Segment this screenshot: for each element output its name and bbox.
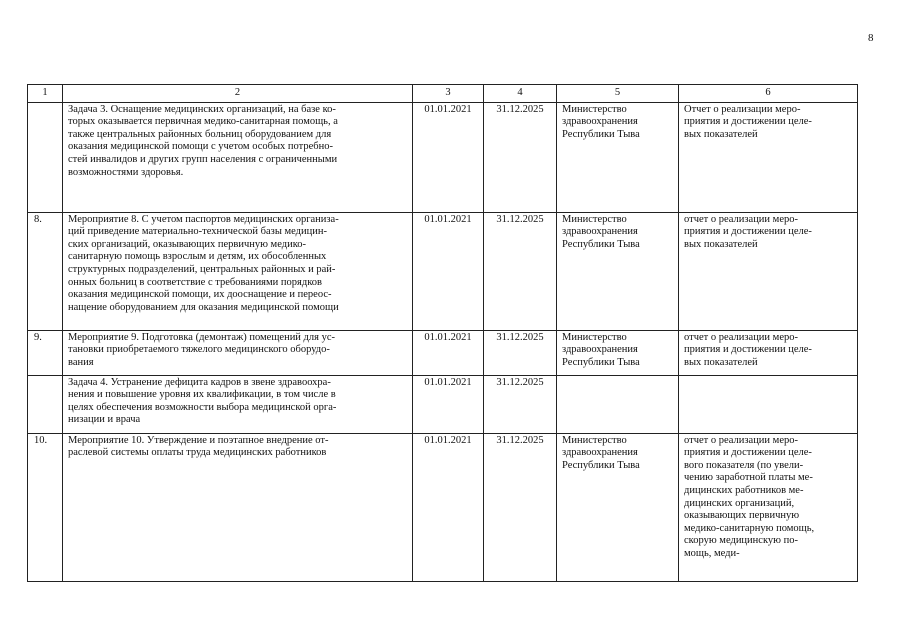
header-cell-1: 1: [28, 85, 63, 103]
row-description: Мероприятие 10. Утверждение и поэтапное внедрение от- раслевой системы оплаты труда медицинских работников: [63, 433, 413, 581]
header-cell-5: 5: [557, 85, 679, 103]
row-executor: Министерство здравоохранения Республики Тыва: [557, 102, 679, 212]
row-executor: [557, 375, 679, 433]
row-executor: Министерство здравоохранения Республики Тыва: [557, 212, 679, 330]
row-end-date: 31.12.2025: [484, 375, 557, 433]
row-end-date: 31.12.2025: [484, 102, 557, 212]
table-row: [28, 212, 858, 330]
row-description: Задача 4. Устранение дефицита кадров в звене здравоохра- нения и повышение уровня их квалификации, в том числе в целях обеспечения возможности выбора медицинской орга- низации и врача: [63, 375, 413, 433]
header-cell-6: 6: [679, 85, 858, 103]
row-executor: Министерство здравоохранения Республики Тыва: [557, 433, 679, 581]
row-result: отчет о реализации меро- приятия и достижении целе- вых показателей: [679, 212, 858, 330]
header-cell-4: 4: [484, 85, 557, 103]
row-number: 8.: [28, 212, 63, 330]
row-start-date: 01.01.2021: [413, 330, 484, 375]
row-end-date: 31.12.2025: [484, 330, 557, 375]
row-end-date: 31.12.2025: [484, 212, 557, 330]
row-start-date: 01.01.2021: [413, 212, 484, 330]
table-row: [28, 375, 858, 433]
header-cell-2: 2: [63, 85, 413, 103]
row-executor: Министерство здравоохранения Республики Тыва: [557, 330, 679, 375]
row-start-date: 01.01.2021: [413, 433, 484, 581]
row-description: Мероприятие 9. Подготовка (демонтаж) помещений для ус- тановки приобретаемого тяжелого медицинского оборудо- вания: [63, 330, 413, 375]
row-number: [28, 102, 63, 212]
row-number: 10.: [28, 433, 63, 581]
row-number: 9.: [28, 330, 63, 375]
table-row: [28, 102, 858, 212]
measures-table: [27, 84, 858, 582]
row-description: Задача 3. Оснащение медицинских организаций, на базе ко- торых оказывается первичная медико-санитарная помощь, а также центральных районных больниц оборудованием для оказания медицинской помощи с учетом особых потребно- стей инвалидов и других групп населения с ограниченными возможностями здоровья.: [63, 102, 413, 212]
row-start-date: 01.01.2021: [413, 375, 484, 433]
header-row: [28, 85, 858, 103]
row-result: отчет о реализации меро- приятия и достижении целе- вого показателя (по увели- чению заработной платы ме- дицинских работников ме- дицинских организаций, оказывающих первичную медико-санитарную помощь, скорую медицинскую по- мощь, меди-: [679, 433, 858, 581]
table-row: [28, 433, 858, 581]
header-cell-3: 3: [413, 85, 484, 103]
row-result: Отчет о реализации меро- приятия и достижении целе- вых показателей: [679, 102, 858, 212]
row-result: [679, 375, 858, 433]
row-description: Мероприятие 8. С учетом паспортов медицинских организа- ций приведение материально-технической базы медицин- ских организаций, оказывающих первичную медико- санитарную помощь взрослым и детям, их обособленных структурных подразделений, центральных районных и рай- онных больниц в соответствие с требованиями порядков оказания медицинской помощи, их дооснащение и переос- нащение оборудованием для оказания медицинской помощи: [63, 212, 413, 330]
table-row: [28, 330, 858, 375]
page-number: 8: [868, 32, 874, 44]
row-number: [28, 375, 63, 433]
row-result: отчет о реализации меро- приятия и достижении целе- вых показателей: [679, 330, 858, 375]
row-start-date: 01.01.2021: [413, 102, 484, 212]
row-end-date: 31.12.2025: [484, 433, 557, 581]
